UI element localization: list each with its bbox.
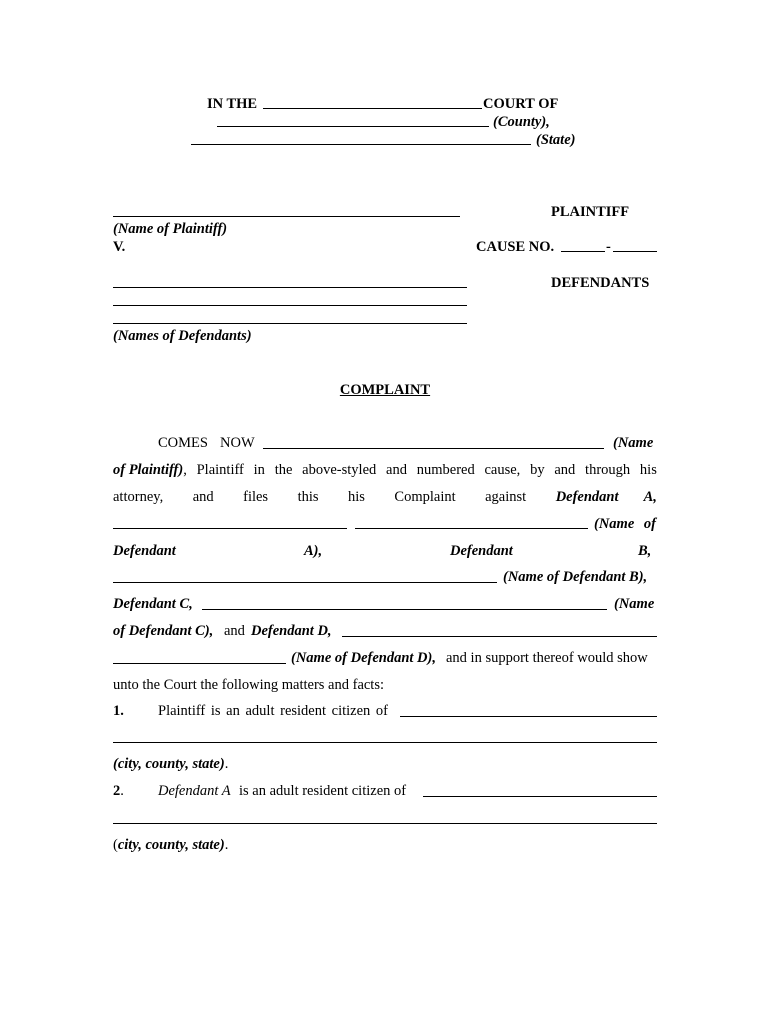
word: Plaintiff xyxy=(196,462,244,478)
paragraph-2-end: . xyxy=(224,837,229,853)
defendant-d-blank-1 xyxy=(342,636,657,637)
and-word: and xyxy=(224,623,245,639)
state-label: (State) xyxy=(536,132,576,148)
paragraph-2-number-line xyxy=(113,782,124,800)
name-of-paren: (Name of xyxy=(594,516,656,532)
names-of-defendants-label: (Names of Defendants) xyxy=(113,328,252,344)
defendant-name-blank-1 xyxy=(113,287,467,288)
versus-label: V. xyxy=(113,239,126,255)
paragraph-2-text: is an adult resident citizen of xyxy=(239,783,407,799)
cause-number-label: CAUSE NO. xyxy=(476,239,555,255)
paragraph-1-blank-1 xyxy=(400,716,657,717)
word: Complaint xyxy=(394,489,456,505)
state-blank xyxy=(191,144,531,145)
paragraph-2-location: city, county, state) xyxy=(117,837,225,853)
support-text: and in support thereof would show xyxy=(446,650,648,666)
defendant-d-blank-2 xyxy=(113,663,286,664)
name-word: (Name xyxy=(614,596,655,612)
name-of-defendant-d: (Name of Defendant D), xyxy=(291,650,436,666)
plaintiff-name-body-blank xyxy=(263,448,604,449)
name-of-defendant-b: (Name of Defendant B), xyxy=(503,569,648,585)
word: in xyxy=(253,462,265,478)
word: above-styled xyxy=(302,462,377,478)
cause-number-blank-2 xyxy=(613,251,657,252)
defendant-a-text: Defendant A, xyxy=(555,489,657,505)
now-word: NOW xyxy=(220,435,255,451)
word: this xyxy=(297,489,319,505)
paragraph-1-blank-2 xyxy=(113,742,657,743)
defendant-c-blank xyxy=(202,609,607,610)
of-plaintiff-text: of Plaintiff) xyxy=(113,462,184,478)
unto-text: unto the Court the following matters and facts: xyxy=(113,677,385,693)
paragraph-2-lead: Defendant A xyxy=(158,783,231,799)
paragraph-1-location: (city, county, state) xyxy=(113,756,225,772)
county-blank xyxy=(217,126,489,127)
paragraph-2-blank-2 xyxy=(113,823,657,824)
paragraph-2-number: 2 xyxy=(113,783,121,799)
defendant-a-blank-2 xyxy=(355,528,588,529)
paragraph-1-location-line xyxy=(113,755,228,773)
defendant-b-blank xyxy=(113,582,497,583)
plaintiff-name-blank xyxy=(113,216,460,217)
defendant-word: Defendant xyxy=(113,543,176,559)
body-line-2 xyxy=(113,461,657,479)
word: the xyxy=(274,462,293,478)
defendant-name-blank-2 xyxy=(113,305,467,306)
word: his xyxy=(639,462,657,478)
word: through xyxy=(585,462,631,478)
word: and xyxy=(192,489,214,505)
word: his xyxy=(348,489,365,505)
comma-text: , xyxy=(183,462,187,478)
word: and xyxy=(386,462,407,478)
word: and xyxy=(554,462,576,478)
defendant-b-word: Defendant xyxy=(450,543,513,559)
name-paren-open: (Name xyxy=(613,435,654,451)
word: files xyxy=(243,489,269,505)
defendant-a-blank-1 xyxy=(113,528,347,529)
paragraph-2-location-line xyxy=(113,836,228,854)
court-header-court-of: COURT OF xyxy=(483,96,559,112)
b-comma: B, xyxy=(638,543,652,559)
county-label: (County), xyxy=(493,114,550,130)
paragraph-2-number-end: . xyxy=(120,783,124,799)
plaintiff-label: PLAINTIFF xyxy=(551,204,630,220)
defendants-label: DEFENDANTS xyxy=(551,275,650,291)
paragraph-1-text: Plaintiff is an adult resident citizen of xyxy=(158,703,388,719)
name-of-plaintiff-label: (Name of Plaintiff) xyxy=(113,221,228,237)
defendant-d-text: Defendant D, xyxy=(251,623,332,639)
word: by xyxy=(530,462,545,478)
complaint-title: COMPLAINT xyxy=(339,382,431,398)
paragraph-2-blank-1 xyxy=(423,796,657,797)
court-name-blank xyxy=(263,108,482,109)
cause-number-blank-1 xyxy=(561,251,605,252)
paragraph-2-open-paren: ( xyxy=(113,837,118,853)
cause-number-separator: - xyxy=(606,239,611,255)
word: numbered xyxy=(416,462,475,478)
defendant-c-text: Defendant C, xyxy=(113,596,193,612)
court-header-in-the: IN THE xyxy=(207,96,258,112)
word: attorney, xyxy=(113,489,164,505)
word: cause, xyxy=(484,462,521,478)
paragraph-1-end: . xyxy=(224,756,229,772)
word: against xyxy=(485,489,527,505)
of-defendant-c-text: of Defendant C), xyxy=(113,623,214,639)
a-close: A), xyxy=(304,543,323,559)
body-line-3 xyxy=(113,488,657,506)
paragraph-1-number: 1. xyxy=(113,703,124,719)
defendant-name-blank-3 xyxy=(113,323,467,324)
comes-word: COMES xyxy=(158,435,208,451)
